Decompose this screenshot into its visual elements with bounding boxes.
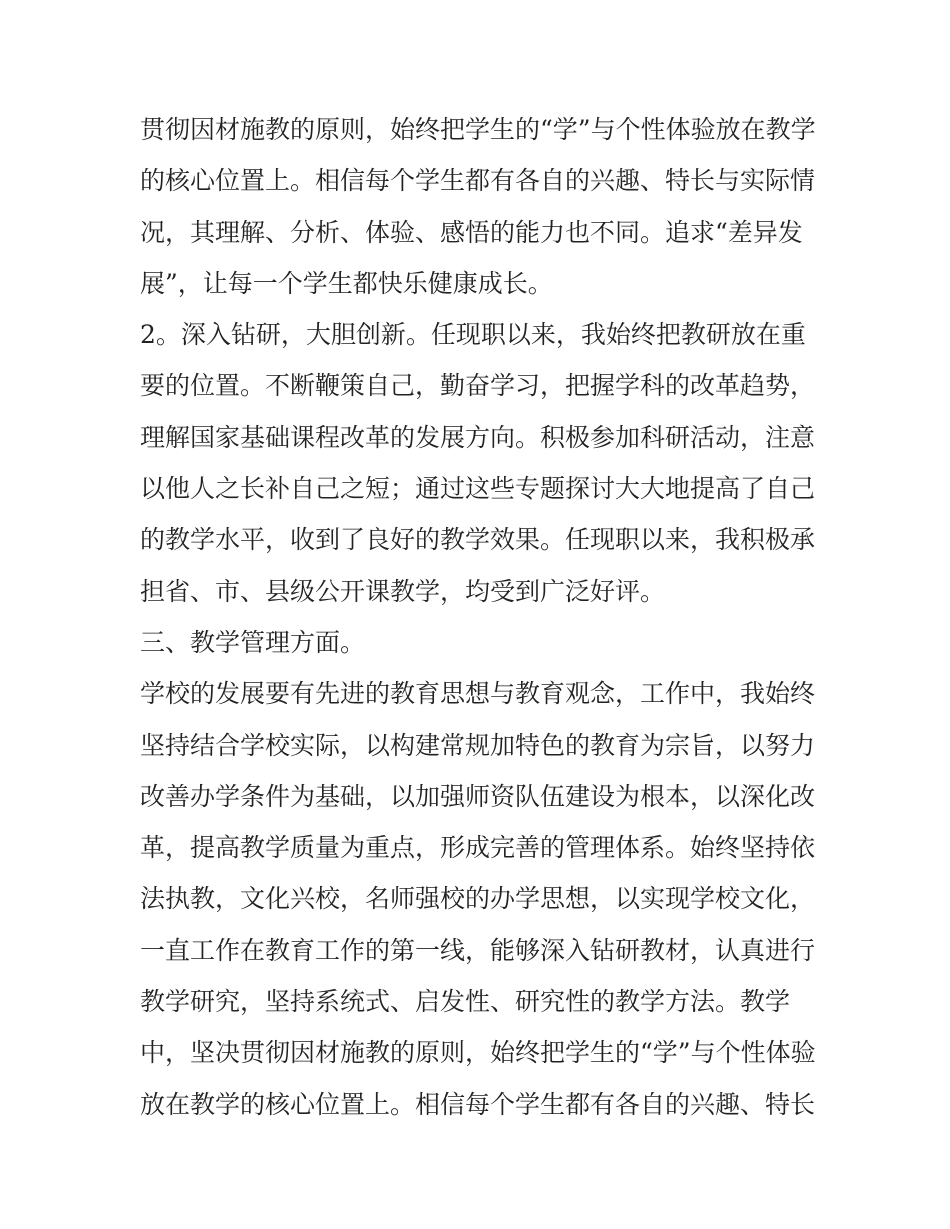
text-line: 革，提高教学质量为重点，形成完善的管理体系。始终坚持依 bbox=[140, 833, 816, 863]
text-line: 学校的发展要有先进的教育思想与教育观念，工作中，我始终 bbox=[140, 679, 816, 709]
text-line: 况，其理解、分析、体验、感悟的能力也不同。追求“差异发 bbox=[140, 217, 803, 247]
text-line: 2。深入钻研，大胆创新。任现职以来，我始终把教研放在重 bbox=[140, 320, 806, 350]
text-line: 改善办学条件为基础，以加强师资队伍建设为根本，以深化改 bbox=[140, 781, 816, 811]
document-body bbox=[140, 104, 830, 1130]
text-line: 的教学水平，收到了良好的教学效果。任现职以来，我积极承 bbox=[140, 525, 816, 555]
text-line: 展”，让每一个学生都快乐健康成长。 bbox=[140, 268, 553, 298]
text-line: 担省、市、县级公开课教学，均受到广泛好评。 bbox=[140, 576, 666, 606]
text-line: 中，坚决贯彻因材施教的原则，始终把学生的“学”与个性体验 bbox=[140, 1038, 816, 1068]
text-line: 一直工作在教育工作的第一线，能够深入钻研教材，认真进行 bbox=[140, 935, 816, 965]
text-line: 教学研究，坚持系统式、启发性、研究性的教学方法。教学 bbox=[140, 987, 791, 1017]
text-line: 理解国家基础课程改革的发展方向。积极参加科研活动，注意 bbox=[140, 422, 816, 452]
section-heading: 三、教学管理方面。 bbox=[140, 627, 366, 657]
text-line: 贯彻因材施教的原则，始终把学生的“学”与个性体验放在教学 bbox=[140, 115, 816, 144]
text-line: 放在教学的核心位置上。相信每个学生都有各自的兴趣、特长 bbox=[140, 1089, 816, 1119]
text-line: 坚持结合学校实际，以构建常规加特色的教育为宗旨，以努力 bbox=[140, 730, 816, 760]
text-line: 的核心位置上。相信每个学生都有各自的兴趣、特长与实际情 bbox=[140, 166, 816, 196]
text-line: 法执教，文化兴校，名师强校的办学思想，以实现学校文化， bbox=[140, 884, 816, 914]
text-line: 以他人之长补自己之短；通过这些专题探讨大大地提高了自己 bbox=[140, 474, 816, 504]
text-line: 要的位置。不断鞭策自己，勤奋学习，把握学科的改革趋势， bbox=[140, 371, 816, 401]
